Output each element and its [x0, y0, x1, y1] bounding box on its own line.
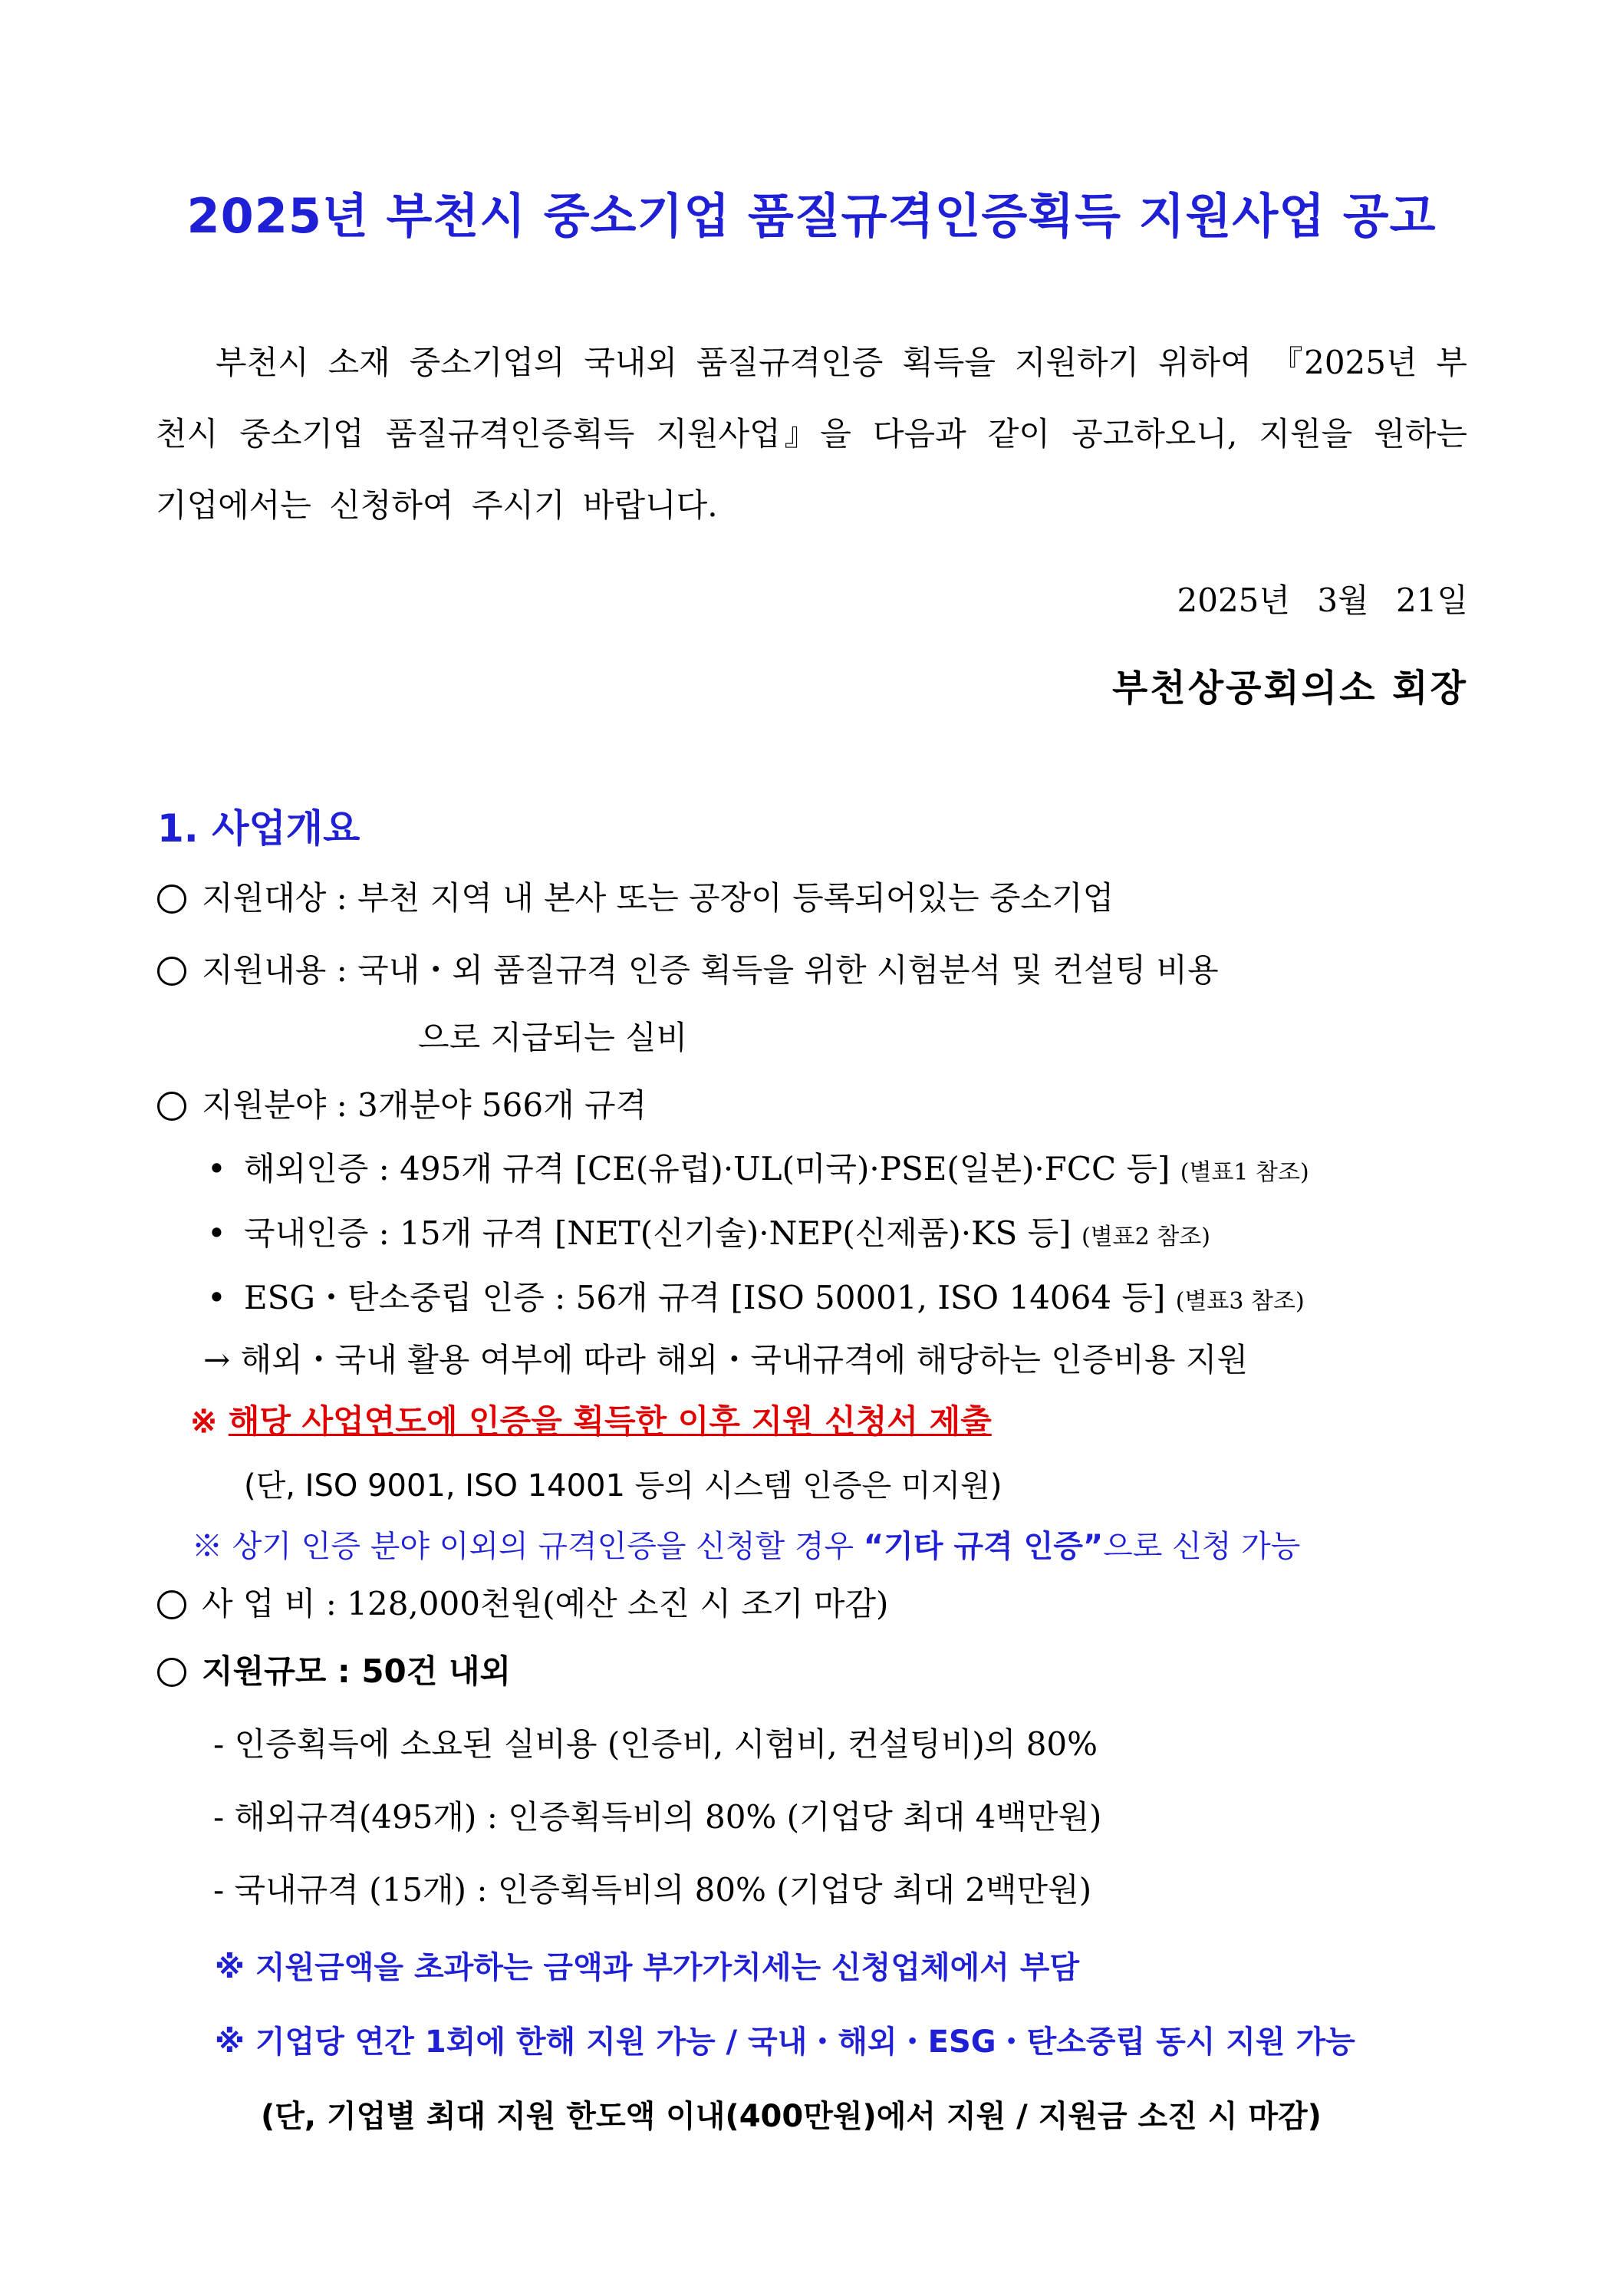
arrow-note: → 해외・국내 활용 여부에 따라 해외・국내규격에 해당하는 인증비용 지원: [203, 1341, 1249, 1379]
support-target-text: 지원대상 : 부천 지역 내 본사 또는 공장이 등록되어있는 중소기업: [202, 879, 1114, 917]
other-cert-note: ※ 상기 인증 분야 이외의 규격인증을 신청할 경우 “기타 규격 인증”으로 신청 가능: [192, 1529, 1301, 1564]
esg-cert-item: • ESG・탄소중립 인증 : 56개 규격 [ISO 50001, ISO 14064 등] (별표3 참조): [207, 1279, 1305, 1316]
budget-text: 사 업 비 : 128,000천원(예산 소진 시 조기 마감): [202, 1585, 889, 1622]
scale-detail-1: - 인증획득에 소요된 실비용 (인증비, 시험비, 컨설팅비)의 80%: [213, 1725, 1098, 1763]
red-warning-text: 해당 사업연도에 인증을 획득한 이후 지원 신청서 제출: [228, 1402, 992, 1440]
dot-bullet-icon: •: [207, 1150, 226, 1188]
annex-note: (별표2 참조): [1081, 1224, 1210, 1250]
limit-note: (단, 기업별 최대 지원 한도액 이내(400만원)에서 지원 / 지원금 소진 시 마감): [261, 2099, 1322, 2134]
scale-detail-2: - 해외규격(495개) : 인증획득비의 80% (기업당 최대 4백만원): [213, 1798, 1102, 1836]
support-target-item: [157, 873, 1114, 919]
support-field-text: 지원분야 : 3개분야 566개 규격: [202, 1086, 647, 1124]
annex-note: (별표3 참조): [1175, 1288, 1305, 1315]
circle-bullet-icon: [157, 957, 186, 986]
circle-bullet-icon: [157, 1092, 186, 1121]
circle-bullet-icon: [157, 884, 186, 914]
exclusion-note: (단, ISO 9001, ISO 14001 등의 시스템 인증은 미지원): [244, 1468, 1002, 1504]
budget-item: [157, 1579, 888, 1625]
scale-item: [157, 1646, 511, 1692]
circle-bullet-icon: [157, 1658, 186, 1687]
support-content-item: [157, 945, 1219, 991]
support-field-item: [157, 1080, 647, 1126]
support-content-text: 지원내용 : 국내・외 품질규격 인증 획득을 위한 시험분석 및 컨설팅 비용: [202, 951, 1219, 989]
scale-detail-3: - 국내규격 (15개) : 인증획득비의 80% (기업당 최대 2백만원): [213, 1871, 1092, 1909]
dot-bullet-icon: •: [207, 1214, 226, 1252]
page-title: 2025년 부천시 중소기업 품질규격인증획득 지원사업 공고: [186, 188, 1437, 244]
circle-bullet-icon: [157, 1590, 186, 1619]
section-heading: 1. 사업개요: [157, 806, 360, 851]
announcement-date: 2025년 3월 21일: [1177, 581, 1468, 619]
support-content-continuation: 으로 지급되는 실비: [418, 1019, 688, 1056]
signer: 부천상공회의소 회장: [1111, 667, 1468, 710]
dot-bullet-icon: •: [207, 1279, 226, 1316]
red-warning: ※ 해당 사업연도에 인증을 획득한 이후 지원 신청서 제출: [190, 1402, 992, 1440]
intro-paragraph: 부천시 소재 중소기업의 국내외 품질규격인증 획득을 지원하기 위하여 『2025년 부천시 중소기업 품질규격인증획득 지원사업』을 다음과 같이 공고하오니, 지원을 원하는 기업에서는 신청하여 주시기 바랍니다.: [156, 344, 1467, 524]
domestic-cert-item: • 국내인증 : 15개 규격 [NET(신기술)·NEP(신제품)·KS 등] (별표2 참조): [207, 1214, 1210, 1252]
overseas-cert-item: • 해외인증 : 495개 규격 [CE(유럽)·UL(미국)·PSE(일본)·FCC 등] (별표1 참조): [207, 1150, 1309, 1188]
annex-note: (별표1 참조): [1180, 1159, 1309, 1186]
vat-note: ※ 지원금액을 초과하는 금액과 부가가치세는 신청업체에서 부담: [215, 1950, 1080, 1985]
once-per-year-note: ※ 기업당 연간 1회에 한해 지원 가능 / 국내・해외・ESG・탄소중립 동시 지원 가능: [215, 2024, 1355, 2060]
scale-text: 지원규모 : 50건 내외: [202, 1652, 512, 1690]
